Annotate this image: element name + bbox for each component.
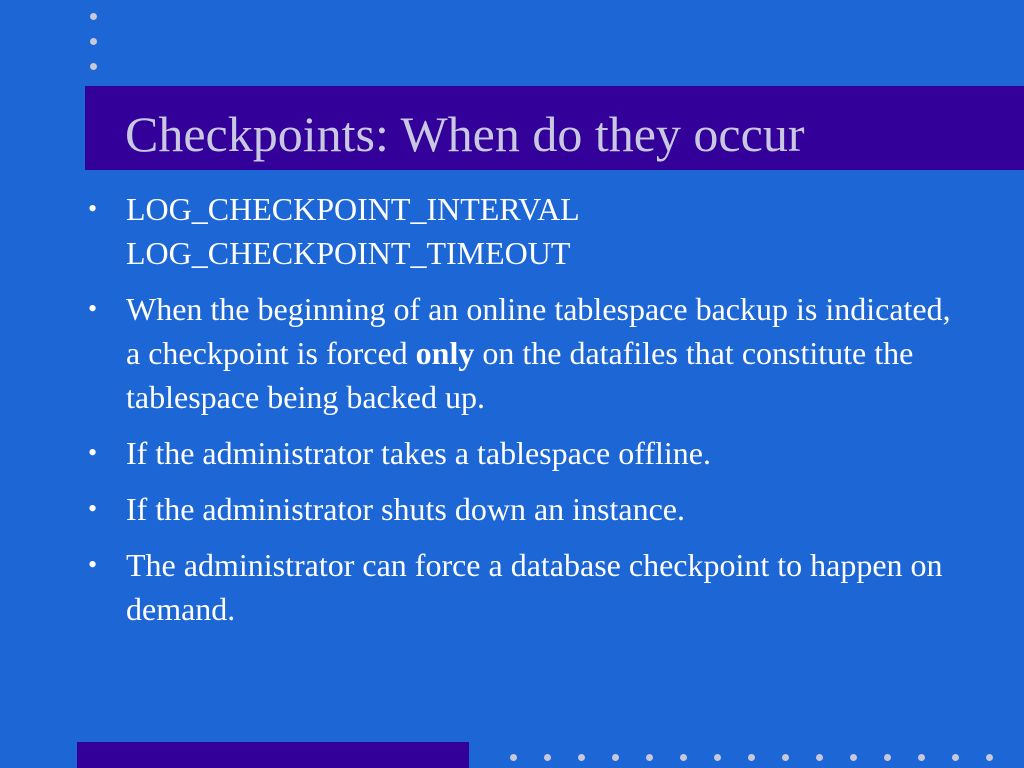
decorative-dot [918,754,925,761]
bullet-text [126,291,951,415]
bullet-text-part: When the beginning of an online tablespace backup is indicated, a checkpoint is forced [126,291,951,371]
bullet-text: If the administrator takes a tablespace offline. [126,435,711,471]
bullet-icon: • [88,438,98,467]
bullet-icon: • [88,294,98,323]
bullet-text: If the administrator shuts down an instance. [126,491,685,527]
decorative-dot [90,38,97,45]
decorative-dot [748,754,755,761]
decorative-dot [578,754,585,761]
decorative-dot [884,754,891,761]
decorative-dot [782,754,789,761]
bullet-item [84,431,964,475]
decorative-dot [680,754,687,761]
bullet-text: LOG_CHECKPOINT_INTERVAL [126,191,580,227]
decorative-dot [544,754,551,761]
slide-title: Checkpoints: When do they occur [125,106,805,162]
bullet-icon: • [88,194,98,223]
decorative-dot [952,754,959,761]
decorative-dot [510,754,517,761]
decorative-dot [850,754,857,761]
bullet-emphasis: only [415,335,475,371]
bullet-text: The administrator can force a database checkpoint to happen on demand. [126,547,943,627]
bullet-item [84,187,964,275]
bullet-icon: • [88,550,98,579]
bullet-item [84,487,964,531]
decorative-dot [816,754,823,761]
bullet-text: LOG_CHECKPOINT_TIMEOUT [126,235,571,271]
bottom-bar [77,742,469,768]
decorative-dot [90,13,97,20]
bullet-item [84,287,964,419]
decorative-dot [986,754,993,761]
bullet-text-part: on the datafiles that constitute the tablespace being backed up. [126,335,914,415]
decorative-dot [714,754,721,761]
bullet-item [84,543,964,631]
decorative-dot [612,754,619,761]
decorative-dot [90,63,97,70]
decorative-dot [646,754,653,761]
bullet-list [84,187,964,643]
bullet-icon: • [88,494,98,523]
